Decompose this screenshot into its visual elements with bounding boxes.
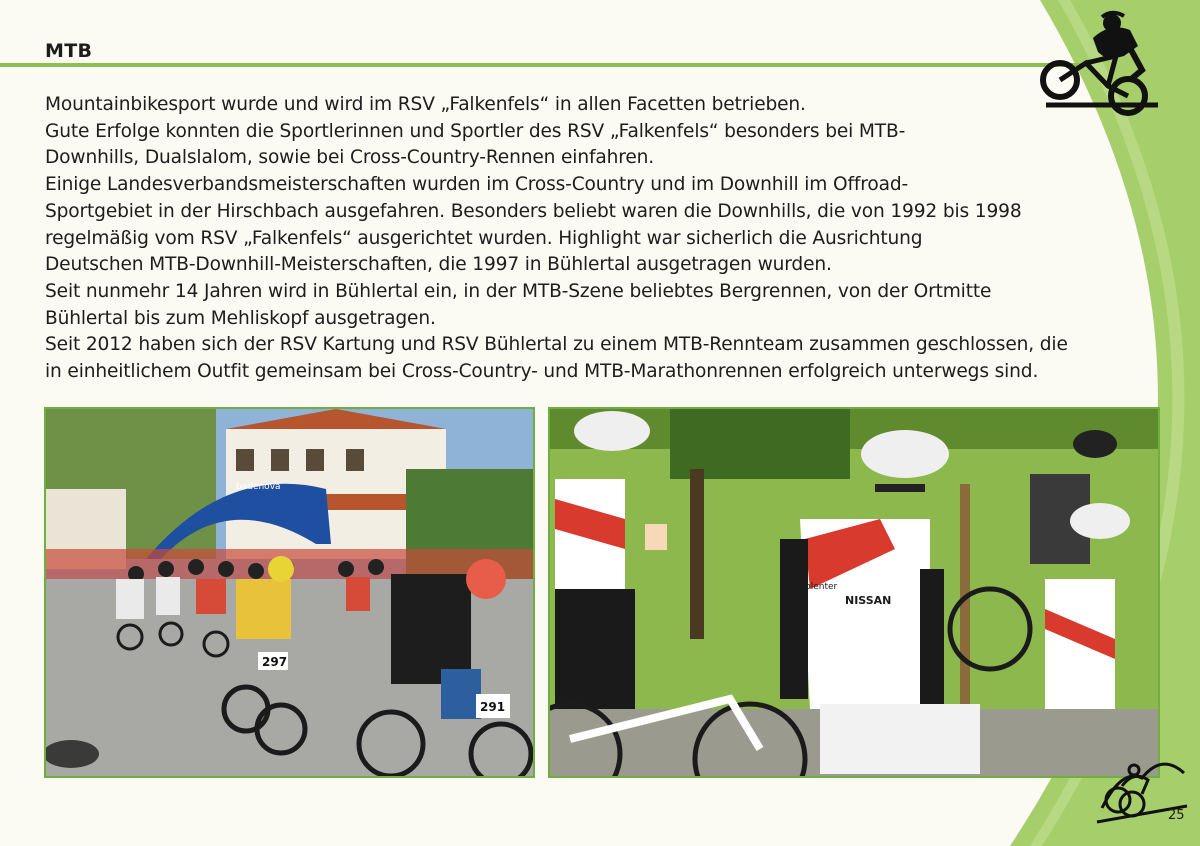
- body-line: regelmäßig vom RSV „Falkenfels“ ausgerichtet wurden. Highlight war sicherlich die Ausrichtung: [45, 227, 923, 249]
- article-body: [45, 92, 1170, 386]
- jersey-sponsor-text: NISSAN: [845, 594, 892, 607]
- body-line: Seit 2012 haben sich der RSV Kartung und RSV Bühlertal zu einem MTB-Rennteam zusammen geschlossen, die: [45, 334, 1068, 356]
- section-title: MTB: [45, 40, 93, 62]
- title-underline: [0, 63, 1085, 67]
- photo-race-start: [44, 407, 535, 778]
- bib-number-297: 297: [262, 655, 288, 669]
- body-line: Mountainbikesport wurde und wird im RSV „Falkenfels“ in allen Facetten betrieben.: [45, 94, 806, 115]
- body-line: Einige Landesverbandsmeisterschaften wurden im Cross-Country und im Downhill im Offroad-: [45, 174, 909, 196]
- body-line: Gute Erfolge konnten die Sportlerinnen und Sportler des RSV „Falkenfels“ besonders bei MTB-: [45, 120, 906, 142]
- bib-number-291: 291: [480, 700, 506, 714]
- body-line: Seit nunmehr 14 Jahren wird in Bühlertal ein, in der MTB-Szene beliebtes Bergrennen, von der Ortmitte: [45, 280, 992, 302]
- photo-female-riders: [548, 407, 1160, 778]
- body-line: in einheitlichem Outfit gemeinsam bei Cross-Country- und MTB-Marathonrennen erfolgreich unterwegs sind.: [45, 361, 1039, 383]
- jersey-brand-text: blenter: [805, 582, 838, 592]
- arch-banner-text: badenova: [236, 482, 281, 492]
- page-number: 25: [1168, 808, 1185, 823]
- body-line: Deutschen MTB-Downhill-Meisterschaften, die 1997 in Bühlertal ausgetragen wurden.: [45, 254, 832, 276]
- body-line: Bühlertal bis zum Mehliskopf ausgetragen.: [45, 307, 436, 329]
- body-line: Sportgebiet in der Hirschbach ausgefahren. Besonders beliebt waren die Downhills, die von 1992 bis 1998: [45, 200, 1022, 222]
- body-line: Downhills, Dualslalom, sowie bei Cross-Country-Rennen einfahren.: [45, 147, 655, 169]
